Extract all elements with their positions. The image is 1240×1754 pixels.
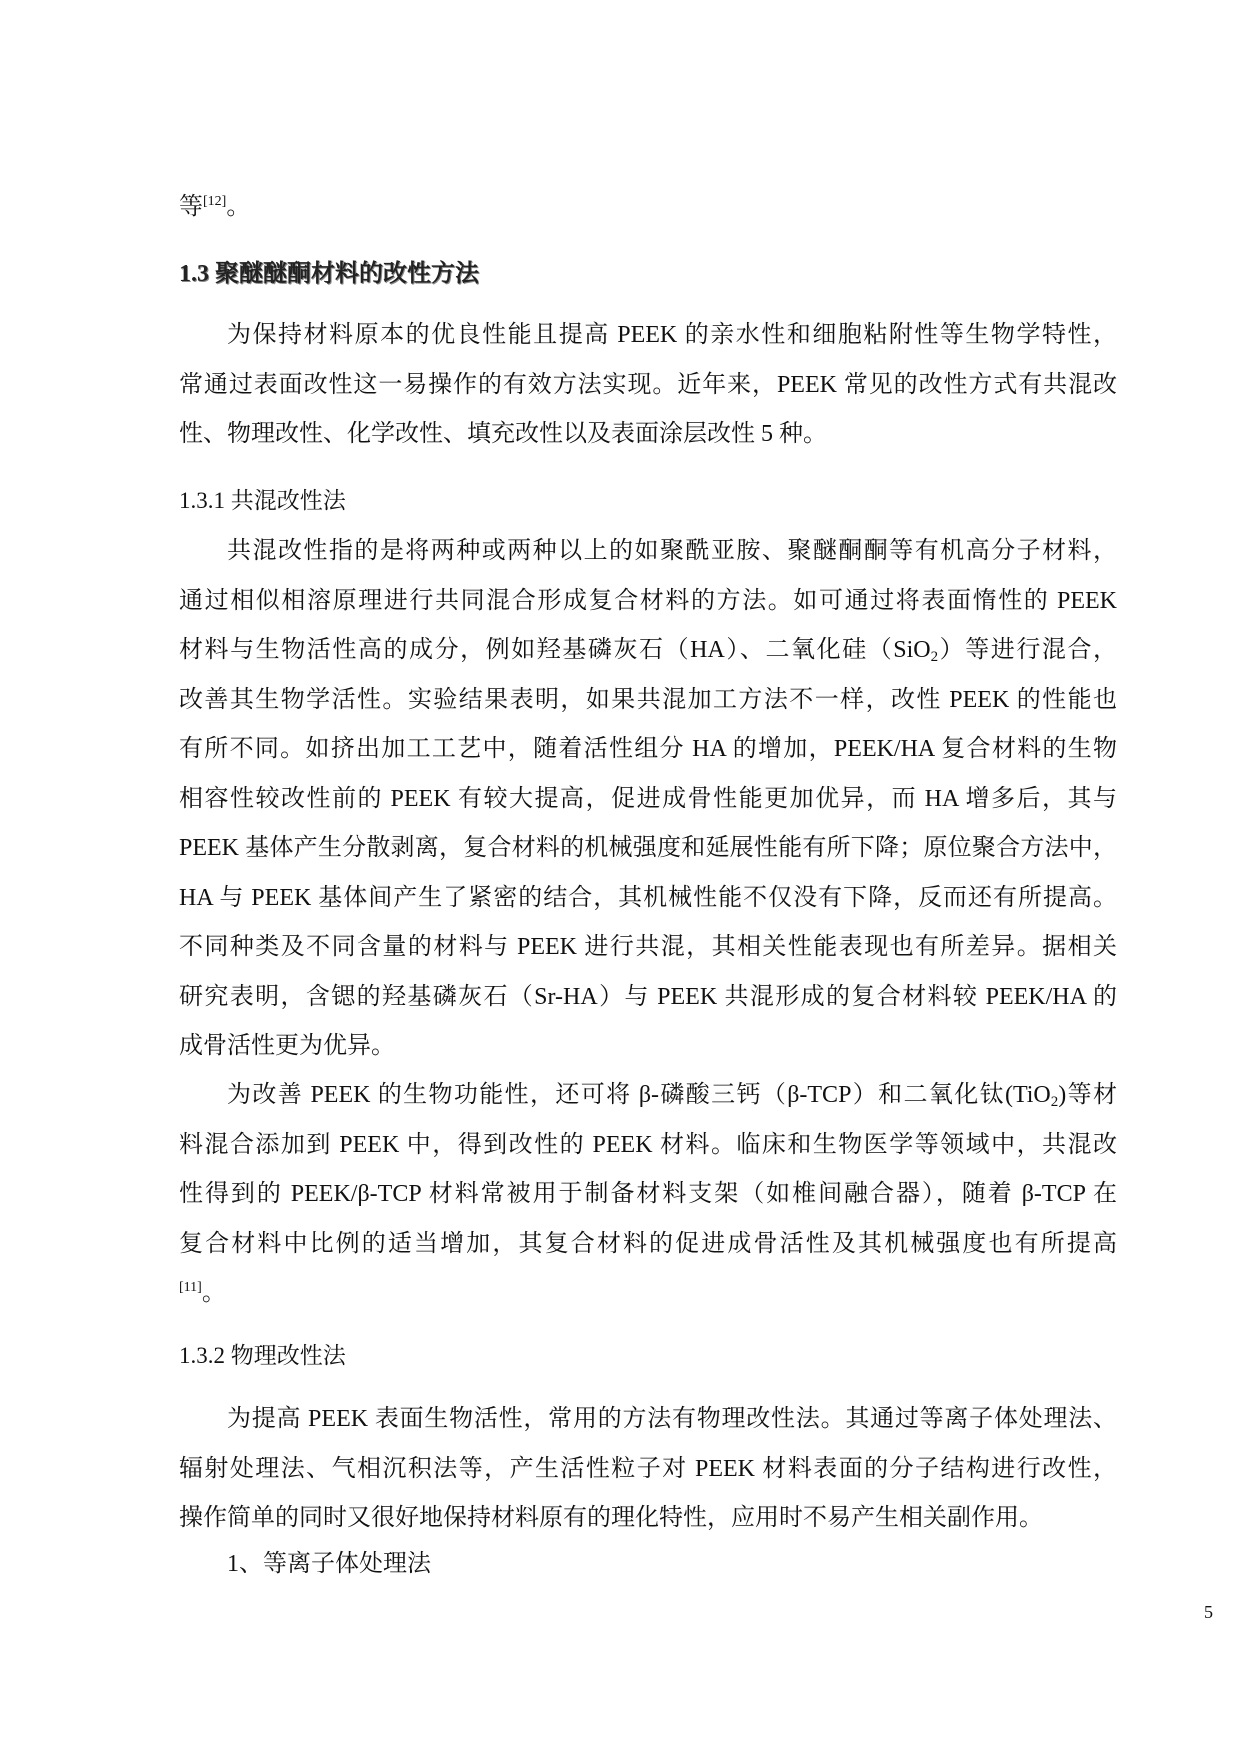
- text-line: [179, 577, 1117, 627]
- text-line: [179, 824, 1117, 874]
- subscript: 2: [1050, 1094, 1059, 1110]
- text-line: [179, 626, 1117, 676]
- text-run: 共混改性指的是将两种或两种以上的如聚酰亚胺、聚醚酮酮等有机高分子材料，: [227, 538, 1117, 564]
- paragraph-physical: [179, 1395, 1117, 1544]
- text-run: )等材: [1058, 1082, 1118, 1108]
- page-number: 5: [1204, 1602, 1213, 1622]
- text-line: [179, 1331, 1117, 1381]
- text-line: [179, 476, 1117, 526]
- text-run: PEEK 基体产生分散剥离，复合材料的机械强度和延展性能有所下降；原位聚合方法中，: [179, 835, 1117, 861]
- text-run: 通过相似相溶原理进行共同混合形成复合材料的方法。如可通过将表面惰性的 PEEK: [179, 587, 1117, 614]
- text-run: 有所不同。如挤出加工工艺中，随着活性组分 HA 的增加，PEEK/HA 复合材料的生物: [179, 736, 1117, 762]
- text-line: [179, 923, 1117, 973]
- text-line: [179, 1494, 1117, 1544]
- text-run: 为保持材料原本的优良性能且提高 PEEK 的亲水性和细胞粘附性等生物学特性，: [227, 322, 1117, 348]
- citation-superscript: [11]: [179, 1280, 202, 1295]
- text-run: 操作简单的同时又很好地保持材料原有的理化特性，应用时不易产生相关副作用。: [179, 1505, 1043, 1531]
- text-line: [179, 410, 1117, 460]
- text-run: 为改善 PEEK 的生物功能性，还可将 β-磷酸三钙（β-TCP）和二氧化钛(TiO: [227, 1082, 1051, 1108]
- text-run: ）等进行混合，: [938, 637, 1118, 663]
- paragraph-tcp: [179, 1071, 1117, 1319]
- text-run: 为提高 PEEK 表面生物活性，常用的方法有物理改性法。其通过等离子体处理法、: [227, 1406, 1117, 1432]
- text-run: 不同种类及不同含量的材料与 PEEK 进行共混，其相关性能表现也有所差异。据相关: [179, 934, 1117, 960]
- text-line: [179, 527, 1117, 577]
- text-run: 等: [179, 194, 203, 220]
- text-run: 辐射处理法、气相沉积法等，产生活性粒子对 PEEK 材料表面的分子结构进行改性，: [179, 1455, 1117, 1482]
- text-line: [179, 973, 1117, 1023]
- section-heading: [179, 250, 1117, 300]
- paragraph-intro: [179, 311, 1117, 460]
- paragraph-blending: [179, 527, 1117, 1072]
- text-line: [179, 1121, 1117, 1171]
- subscript: 2: [930, 649, 939, 665]
- text-run: 1.3.2 物理改性法: [179, 1343, 346, 1368]
- text-run: 常通过表面改性这一易操作的有效方法实现。近年来，PEEK 常见的改性方式有共混改: [179, 371, 1117, 398]
- subsection-heading-2: [179, 1331, 1117, 1381]
- text-run: 性、物理改性、化学改性、填充改性以及表面涂层改性 5 种。: [179, 421, 827, 447]
- text-run: 改善其生物学活性。实验结果表明，如果共混加工方法不一样，改性 PEEK 的性能也: [179, 686, 1117, 713]
- text-line: [179, 874, 1117, 924]
- citation-superscript: [12]: [203, 194, 227, 209]
- text-run: 材料与生物活性高的成分，例如羟基磷灰石（HA）、二氧化硅（SiO: [179, 637, 931, 663]
- text-run: 料混合添加到 PEEK 中，得到改性的 PEEK 材料。临床和生物医学等领域中，共混改: [179, 1131, 1117, 1158]
- text-line: [179, 775, 1117, 825]
- text-line: [179, 1170, 1117, 1220]
- text-run: 。: [226, 194, 251, 220]
- text-line: [179, 1269, 1117, 1319]
- text-run: 研究表明，含锶的羟基磷灰石（Sr-HA）与 PEEK 共混形成的复合材料较 PEEK/HA 的: [179, 983, 1117, 1010]
- text-line: [179, 183, 1117, 233]
- list-item-plasma: [179, 1540, 1117, 1590]
- text-line: [179, 250, 1117, 300]
- text-run: 复合材料中比例的适当增加，其复合材料的促进成骨活性及其机械强度也有所提高: [179, 1230, 1117, 1257]
- text-line: [179, 1022, 1117, 1072]
- text-run: 相容性较改性前的 PEEK 有较大提高，促进成骨性能更加优异，而 HA 增多后，其与: [179, 785, 1117, 812]
- text-line: [179, 1540, 1117, 1590]
- text-line: [179, 725, 1117, 775]
- text-line: [179, 1220, 1117, 1270]
- text-run: 性得到的 PEEK/β-TCP 材料常被用于制备材料支架（如椎间融合器），随着 β-TCP 在: [179, 1181, 1117, 1207]
- subsection-heading-1: [179, 476, 1117, 526]
- text-line: [179, 1445, 1117, 1495]
- text-run: 成骨活性更为优异。: [179, 1033, 395, 1059]
- text-line: [179, 1071, 1117, 1121]
- text-run: HA 与 PEEK 基体间产生了紧密的结合，其机械性能不仅没有下降，反而还有所提高。: [179, 884, 1117, 911]
- text-run: 1、等离子体处理法: [227, 1551, 431, 1577]
- text-run: 1.3 聚醚醚酮材料的改性方法: [179, 261, 479, 287]
- text-line: [179, 361, 1117, 411]
- text-line: [179, 311, 1117, 361]
- text-run: 1.3.1 共混改性法: [179, 488, 346, 513]
- text-run: 。: [201, 1280, 226, 1306]
- text-line: [179, 676, 1117, 726]
- text-line: [179, 1395, 1117, 1445]
- trailing-text: [179, 183, 1117, 233]
